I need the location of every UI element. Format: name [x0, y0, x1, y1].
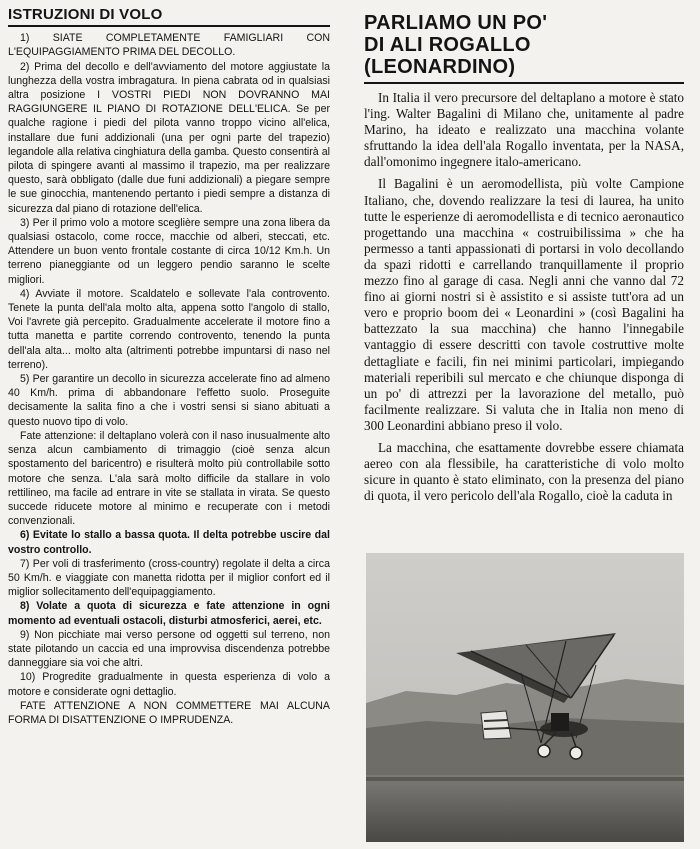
article-title-divider — [364, 82, 684, 84]
final-warning: FATE ATTENZIONE A NON COMMETTERE MAI ALCUNA FORMA DI DISATTENZIONE O IMPRUDENZA. — [8, 699, 330, 726]
instruction-6: 6) Evitate lo stallo a bassa quota. Il delta potrebbe uscire dal vostro controllo. — [8, 529, 330, 556]
instruction-3: 3) Per il primo volo a motore sceglière sempre una zona libera da qualsiasi ostacolo, come rocce, macchie od alberi, steccati, etc. Attendere un buon vento frontale costante di circa 10/12 Km.h. Un terreno pianeggiante od un leggero pendio saranno le scelte migliori. — [8, 216, 330, 286]
instruction-4: 4) Avviate il motore. Scaldatelo e sollevate l'ala controvento. Tenete la punta dell'ala molto alta, appena sotto l'angolo di stallo, Voi l'avrete già percepito. Gradualmente accelerate il motore fino a tutta manetta e partite correndo controvento, tenendo la punta dell'ala alta... molto alta (altrimenti potrebbe impuntarsi di naso nel terreno). — [8, 287, 330, 371]
article-title-line2: DI ALI ROGALLO (LEONARDINO) — [364, 34, 531, 78]
instruction-10: 10) Progredite gradualmente in questa esperienza di volo a motore e considerate ogni dettaglio. — [8, 671, 330, 698]
article-paragraph-1: In Italia il vero precursore del deltaplano a motore è stato l'ing. Walter Bagalini di Milano che, unitamente al padre Marino, ha ideato e realizzato una macchina volante sfruttando la idea dell'ala Rogallo inventata, per la NASA, dall'omonimo ingegnere italo-americano. — [364, 90, 684, 170]
article-paragraph-3: La macchina, che esattamente dovrebbe essere chiamata aereo con ala flessibile, ha caratteristiche di volo molto sicure in quanto è stato eliminato, con la presenza del piano di quota, il vero pericolo dell'ala Rogallo, cioè la caduta in — [364, 439, 684, 504]
instruction-9: 9) Non picchiate mai verso persone od oggetti sul terreno, non state pilotando un caccia ed una improvvisa discendenza potrebbe danneggiare sia voi che altri. — [8, 628, 330, 670]
instructions-column — [8, 8, 330, 727]
powered-hang-glider-photo — [366, 553, 684, 842]
instruction-2: 2) Prima del decollo e dell'avviamento del motore aggiustate la lunghezza della vostra imbragatura. In piena cabrata od in qualsiasi altra posizione I VOSTRI PIEDI NON DOVRANNO MAI RAGGIUNGERE IL PIANO DI ROTAZIONE DELL'ELICA. Se per qualche ragione i piedi del pilota vanno troppo vicino all'elica, installare due funi addizionali (una per ogni parte del trapezio) legandole alla relativa cinghiatura della gamba. Questo consentirà al pilota di spingere avanti al massimo il trapezio, ma per realizzare questo, sarà obbligato (dalle due funi addizionali) a piegare sempre le sue ginocchia, mantenendo pertanto i piedi sempre a distanza di sicurezza dal piano di rotazione dell'elica. — [8, 60, 330, 215]
instruction-7: 7) Per voli di trasferimento (cross-country) regolate il delta a circa 50 Km/h. e viaggiate con manetta ridotta per il miglior confort ed il miglior sollecitamento dell'equipaggiamento. — [8, 557, 330, 599]
article-paragraph-2: Il Bagalini è un aeromodellista, più volte Campione Italiano, che, dovendo realizzare la tesi di laurea, ha unito tutte le esperienze di aeromodellista e di tecnico aeronautico progettando una macchina « costruibilissima » che ha permesso a tanti appassionati di portarsi in volo decollando da spazi ridotti e carrellando tranquillamente il proprio mezzo fino al garage di casa. Negli anni che vanno dal 72 fino ai giorni nostri si è assistito e si assiste tutt'ora ad un vero e proprio boom dei « Leonardini » (così Bagalini ha battezzato la sua macchina) che hanno l'innegabile vantaggio di essere descritti con tavole costruttive molte dettagliate e facili, fin nei minimi particolari, impiegando materiali reperibili sul mercato e che chiunque disponga di un po' di attrezzi per la lavorazione del metallo, può facilmente realizzare. Si valuta che in Italia non meno di 300 Leonardini abbiano preso il volo. — [364, 176, 684, 433]
article-column — [364, 12, 684, 510]
instruction-5: 5) Per garantire un decollo in sicurezza accelerate fino ad almeno 40 Km/h. prima di abbandonare l'effetto suolo. Proseguite decisamente la salita fino a che i vostri sensi si siano abituati a questo nuovo tipo di volo. — [8, 373, 330, 428]
instruction-1: 1) SIATE COMPLETAMENTE FAMIGLIARI CON L'EQUIPAGGIAMENTO PRIMA DEL DECOLLO. — [8, 32, 330, 59]
article-title — [364, 12, 684, 78]
title-divider — [8, 25, 330, 27]
attention-note: Fate attenzione: il deltaplano volerà con il naso inusualmente alto senza alcun cambiamento di trimaggio (cioè senza alcun spostamento del baricentro) e risulterà molto più controllabile sotto motore che senza. L'ala sarà molto difficile da stallare in volo rettilineo, ma facile ad entrare in vite se stallata in virata. Se questo succede riducete motore al minimo e recuperate con i metodi convenzionali. — [8, 429, 330, 528]
instruction-8: 8) Volate a quota di sicurezza e fate attenzione in ogni momento ad eventuali ostacoli, disturbi atmosferici, aerei, etc. — [8, 600, 330, 627]
instructions-title: ISTRUZIONI DI VOLO — [8, 6, 163, 23]
article-title-line1: PARLIAMO UN PO' — [364, 12, 548, 34]
